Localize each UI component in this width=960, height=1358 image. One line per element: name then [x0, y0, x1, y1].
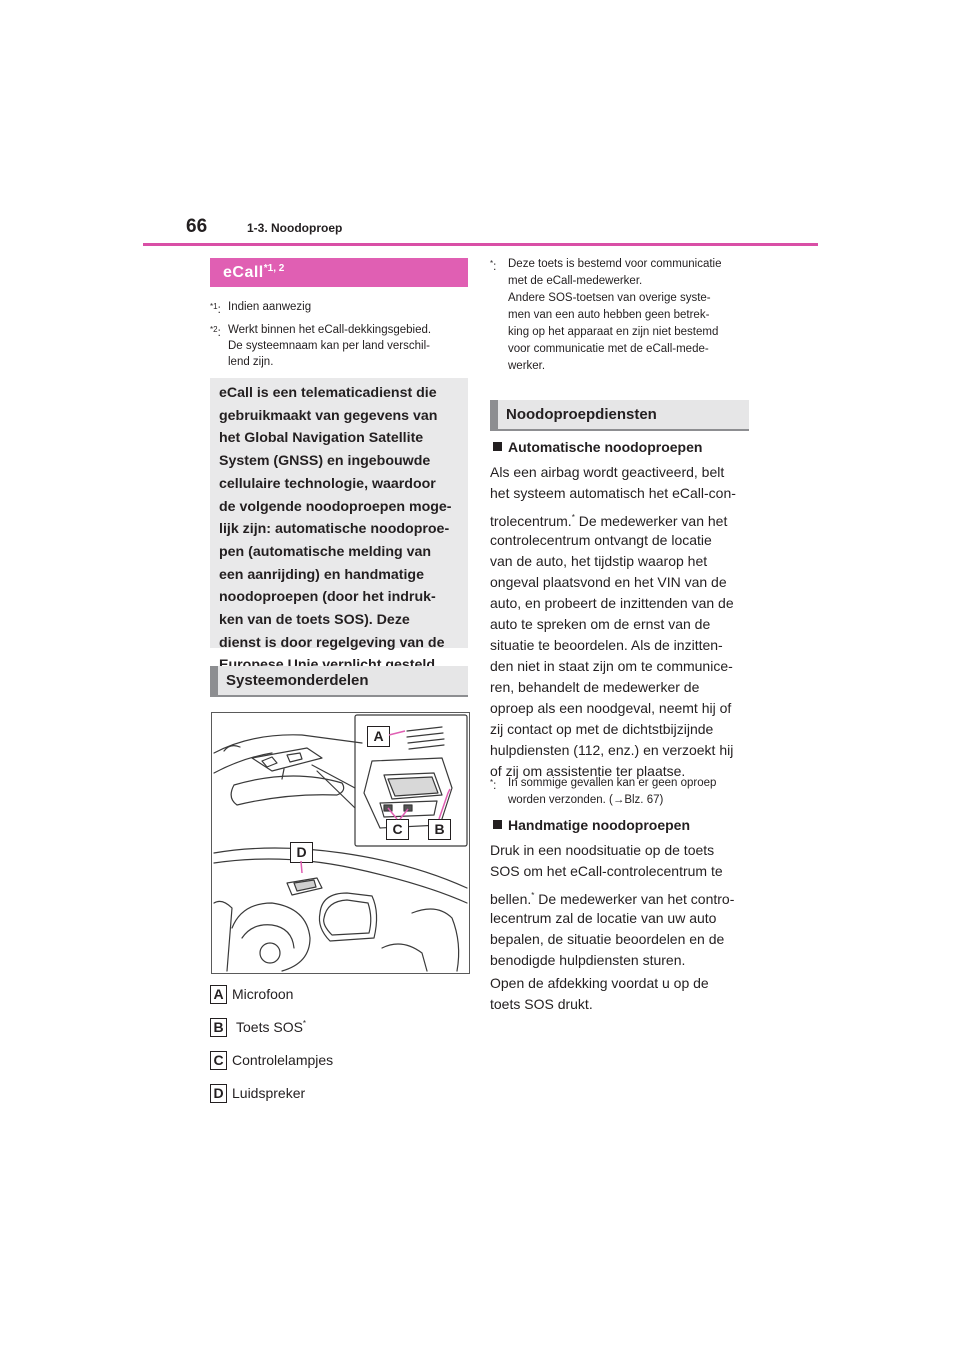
- bullet-square-icon: [493, 820, 502, 829]
- manual-calls-heading: Handmatige noodoproepen: [493, 817, 690, 833]
- header-rule: [143, 243, 818, 246]
- legend-letter-a: A: [210, 985, 227, 1004]
- legend-letter-c: C: [210, 1051, 227, 1070]
- automatic-calls-heading: Automatische noodoproepen: [493, 439, 702, 455]
- sos-button-footnote: *: Deze toets is bestemd voor communicatie met de eCall-medewerker. Andere SOS-toetsen van overige syste- men van een auto hebben geen betrek- king op het apparaat en zijn niet bestemd voor communicatie met de eCall-mede- werker.: [490, 258, 722, 372]
- manual-calls-text: Druk in een noodsituatie op de toets SOS om het eCall-controlecentrum te bellen.* De medewerker van het contro- lecentrum zal de locatie van uw auto bepalen, de situatie beoordelen en de benodigde hulpdiensten sturen. Open de afdekking voordat u op de toets SOS drukt.: [490, 842, 735, 1012]
- legend-label-a: Microfoon: [232, 986, 294, 1002]
- legend-letter-d: D: [210, 1084, 227, 1103]
- callout-c-label: C: [386, 819, 409, 840]
- callout-b-label: B: [428, 819, 451, 840]
- callout-pointers: [212, 713, 469, 973]
- ecall-intro-box: [210, 378, 468, 651]
- services-section-header: Noodoproepdiensten: [490, 400, 749, 431]
- legend-label-d: Luidspreker: [232, 1085, 306, 1101]
- ecall-title-superscript: *1, 2: [263, 263, 285, 274]
- automatic-calls-text: Als een airbag wordt geactiveerd, belt het systeem automatisch het eCall-con- trolecentrum.* De medewerker van het controlecentrum ontvangt de locatie van de auto, het tijdstip waarop het ongeval plaatsvond en het VIN van de auto, en probeert de inzittenden van de auto te spreken om de ernst van de situatie te beoordelen. Als de inzitten- den niet in staat zijn om te communice- ren, behandelt de medewerker de oproep als een noodgeval, neemt hij of zij contact op met de dichtstbijzijnde hulpdiensten (112, enz.) en verzoekt hij of zij om assistentie ter plaatse.: [490, 464, 736, 779]
- automatic-calls-footnote: *: In sommige gevallen kan er geen oproep worden verzonden. (→Blz. 67): [490, 777, 717, 806]
- ecall-section-header: [210, 258, 468, 287]
- chapter-title: 1-3. Noodoproep: [247, 221, 343, 235]
- ecall-intro-text: eCall is een telematicadienst die gebruikmaakt van gegevens van het Global Navigation Satellite System (GNSS) en ingebouwde cellulaire technologie, waardoor de volgende noodoproepen moge- lijk zijn: automatische noodoproe- pen (automatische melding van een aanrijding) en handmatige noodoproepen (door het indruk- ken van de toets SOS). Deze dienst is door regelgeving van de: [219, 385, 452, 651]
- footnote-2: $^{*2}$: Werkt binnen het eCall-dekkingsgebied. De systeemnaam kan per land verschil- lend zijn.: [210, 324, 432, 368]
- callout-d-label: D: [290, 842, 313, 863]
- page-number: 66: [186, 216, 208, 237]
- bullet-square-icon: [493, 442, 502, 451]
- legend-label-b: Toets SOS*: [236, 1019, 307, 1035]
- components-illustration: [211, 712, 470, 974]
- callout-a-label: A: [367, 726, 390, 747]
- footnote-1: $^{*1}$: Indien aanwezig: [210, 301, 312, 316]
- legend-letter-b: B: [210, 1018, 227, 1037]
- ecall-title: eCall: [223, 264, 264, 281]
- legend-label-c: Controlelampjes: [232, 1052, 334, 1068]
- components-section-header: Systeemonderdelen: [210, 666, 468, 697]
